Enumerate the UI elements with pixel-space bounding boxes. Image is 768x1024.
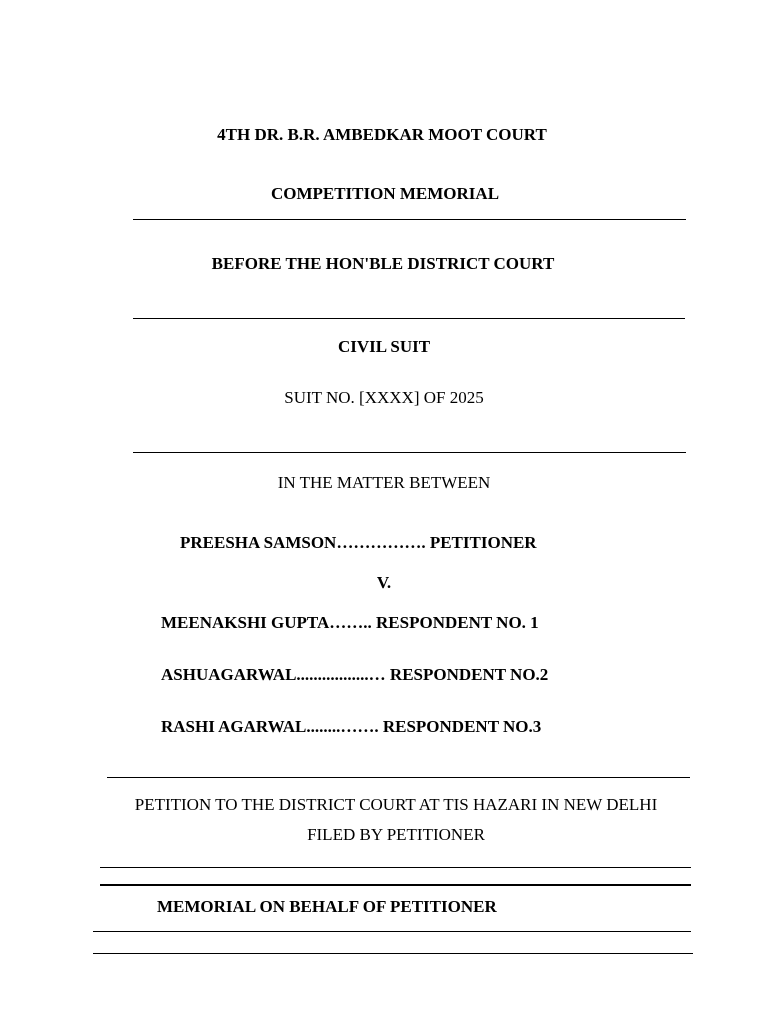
- divider: [133, 452, 686, 453]
- memorial-heading: MEMORIAL ON BEHALF OF PETITIONER: [157, 897, 497, 916]
- competition-title-line1: 4TH DR. B.R. AMBEDKAR MOOT COURT: [217, 125, 547, 144]
- respondent-line-2: ASHUAGARWAL.................… RESPONDENT NO.2: [161, 665, 549, 684]
- matter-heading: IN THE MATTER BETWEEN: [277, 473, 491, 492]
- versus-label: V.: [376, 573, 392, 592]
- divider: [93, 931, 691, 932]
- suit-type: CIVIL SUIT: [337, 337, 431, 356]
- divider: [100, 884, 691, 886]
- divider: [100, 867, 691, 868]
- respondent-line-1: MEENAKSHI GUPTA…….. RESPONDENT NO. 1: [161, 613, 539, 632]
- respondent-line-3: RASHI AGARWAL........……. RESPONDENT NO.3: [161, 717, 542, 736]
- divider: [93, 953, 693, 954]
- petition-statement: PETITION TO THE DISTRICT COURT AT TIS HAZARI IN NEW DELHI FILED BY PETITIONER: [134, 795, 658, 844]
- competition-title-line2: COMPETITION MEMORIAL: [270, 184, 500, 203]
- petitioner-line: PREESHA SAMSON……………. PETITIONER: [180, 533, 537, 552]
- court-heading: BEFORE THE HON'BLE DISTRICT COURT: [211, 254, 555, 273]
- divider: [133, 318, 685, 319]
- divider: [107, 777, 690, 778]
- divider: [133, 219, 686, 220]
- suit-number: SUIT NO. [XXXX] OF 2025: [284, 388, 484, 407]
